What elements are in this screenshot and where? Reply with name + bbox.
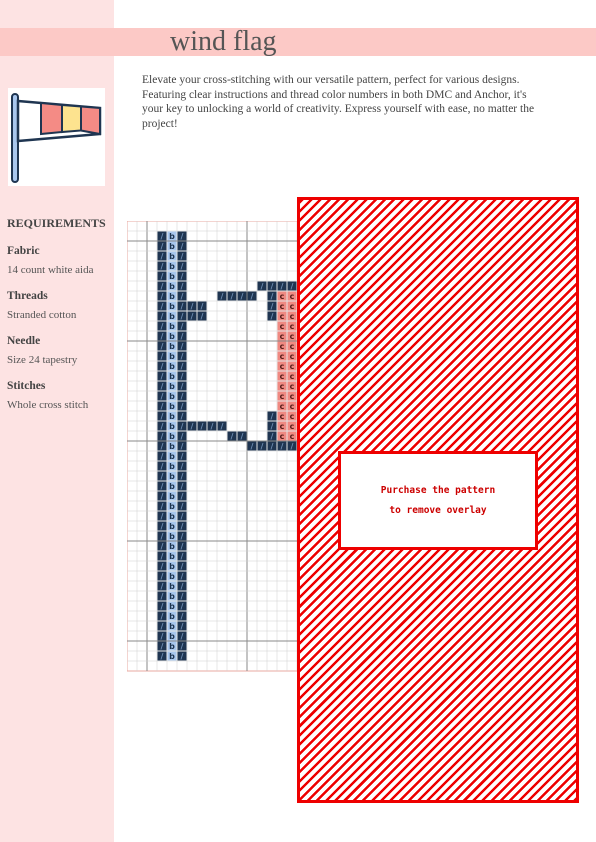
svg-text:/: /	[180, 612, 184, 621]
svg-text:/: /	[160, 262, 164, 271]
svg-text:/: /	[160, 312, 164, 321]
svg-text:/: /	[160, 582, 164, 591]
fabric-label: Fabric	[7, 245, 40, 257]
svg-text:/: /	[180, 262, 184, 271]
svg-text:/: /	[160, 502, 164, 511]
svg-text:/: /	[180, 592, 184, 601]
svg-text:b: b	[169, 302, 175, 311]
svg-text:/: /	[220, 422, 224, 431]
svg-text:/: /	[180, 522, 184, 531]
svg-text:/: /	[270, 282, 274, 291]
svg-text:c: c	[279, 422, 285, 431]
svg-text:/: /	[270, 412, 274, 421]
svg-text:/: /	[180, 502, 184, 511]
purchase-notice	[338, 451, 538, 550]
svg-text:/: /	[160, 592, 164, 601]
svg-text:/: /	[180, 402, 184, 411]
svg-text:/: /	[180, 282, 184, 291]
svg-text:c: c	[279, 392, 285, 401]
svg-text:c: c	[279, 342, 285, 351]
svg-text:b: b	[169, 472, 175, 481]
svg-text:/: /	[180, 372, 184, 381]
svg-text:/: /	[160, 232, 164, 241]
svg-text:b: b	[169, 452, 175, 461]
svg-text:/: /	[190, 302, 194, 311]
svg-text:/: /	[240, 432, 244, 441]
svg-text:b: b	[169, 392, 175, 401]
svg-text:c: c	[289, 302, 295, 311]
svg-text:/: /	[160, 382, 164, 391]
svg-text:/: /	[230, 292, 234, 301]
windsock-icon	[8, 88, 105, 186]
svg-text:/: /	[180, 302, 184, 311]
svg-text:/: /	[160, 302, 164, 311]
svg-text:/: /	[220, 292, 224, 301]
svg-text:b: b	[169, 602, 175, 611]
svg-text:/: /	[250, 292, 254, 301]
svg-text:/: /	[180, 462, 184, 471]
svg-text:/: /	[180, 352, 184, 361]
svg-text:/: /	[280, 282, 284, 291]
svg-text:c: c	[279, 312, 285, 321]
svg-text:/: /	[180, 412, 184, 421]
svg-text:/: /	[160, 322, 164, 331]
svg-text:/: /	[180, 392, 184, 401]
svg-text:c: c	[289, 392, 295, 401]
svg-text:/: /	[270, 422, 274, 431]
svg-text:c: c	[289, 432, 295, 441]
svg-text:c: c	[279, 412, 285, 421]
svg-text:b: b	[169, 332, 175, 341]
svg-text:c: c	[279, 362, 285, 371]
needle-value: Size 24 tapestry	[7, 354, 78, 366]
svg-text:b: b	[169, 312, 175, 321]
svg-text:b: b	[169, 482, 175, 491]
svg-text:c: c	[279, 402, 285, 411]
page-title: wind flag	[170, 26, 277, 57]
svg-text:/: /	[160, 492, 164, 501]
svg-text:b: b	[169, 592, 175, 601]
svg-text:/: /	[180, 602, 184, 611]
svg-text:/: /	[190, 312, 194, 321]
svg-text:c: c	[289, 362, 295, 371]
svg-text:b: b	[169, 622, 175, 631]
svg-text:/: /	[160, 362, 164, 371]
svg-text:/: /	[160, 602, 164, 611]
description: Elevate your cross-stitching with our versatile pattern, perfect for various designs. Featuring clear instructions and thread color numbers in both DMC and Anchor, it's your key to unlocking a world of creativity. Express yourself with ease, no matter the project!	[142, 74, 535, 130]
svg-text:c: c	[289, 322, 295, 331]
svg-text:b: b	[169, 542, 175, 551]
svg-text:b: b	[169, 412, 175, 421]
svg-text:b: b	[169, 442, 175, 451]
svg-text:/: /	[180, 572, 184, 581]
svg-text:/: /	[180, 532, 184, 541]
svg-text:b: b	[169, 632, 175, 641]
svg-text:c: c	[279, 352, 285, 361]
svg-text:/: /	[160, 422, 164, 431]
svg-text:b: b	[169, 252, 175, 261]
svg-text:/: /	[180, 582, 184, 591]
svg-text:/: /	[290, 282, 294, 291]
needle-label: Needle	[7, 335, 41, 347]
svg-text:/: /	[240, 292, 244, 301]
svg-text:c: c	[279, 322, 285, 331]
svg-text:/: /	[180, 272, 184, 281]
svg-text:c: c	[289, 402, 295, 411]
svg-text:b: b	[169, 282, 175, 291]
svg-text:/: /	[180, 312, 184, 321]
svg-text:/: /	[160, 562, 164, 571]
svg-text:/: /	[160, 652, 164, 661]
svg-text:c: c	[279, 432, 285, 441]
svg-text:b: b	[169, 582, 175, 591]
svg-text:c: c	[289, 292, 295, 301]
svg-text:/: /	[160, 542, 164, 551]
svg-text:/: /	[180, 232, 184, 241]
svg-text:/: /	[180, 342, 184, 351]
svg-text:/: /	[160, 452, 164, 461]
svg-text:/: /	[200, 302, 204, 311]
svg-text:/: /	[180, 542, 184, 551]
svg-text:/: /	[160, 512, 164, 521]
svg-text:/: /	[180, 452, 184, 461]
svg-text:/: /	[250, 442, 254, 451]
svg-text:/: /	[160, 642, 164, 651]
svg-text:c: c	[279, 332, 285, 341]
svg-text:b: b	[169, 462, 175, 471]
svg-text:/: /	[180, 422, 184, 431]
svg-text:b: b	[169, 532, 175, 541]
svg-text:b: b	[169, 572, 175, 581]
svg-text:c: c	[279, 382, 285, 391]
svg-text:c: c	[279, 302, 285, 311]
svg-text:c: c	[289, 312, 295, 321]
svg-text:/: /	[160, 432, 164, 441]
purchase-notice-line2: to remove overlay	[389, 505, 487, 516]
svg-text:c: c	[289, 372, 295, 381]
svg-text:b: b	[169, 262, 175, 271]
svg-text:/: /	[260, 282, 264, 291]
svg-text:b: b	[169, 342, 175, 351]
svg-text:/: /	[160, 522, 164, 531]
svg-text:/: /	[160, 292, 164, 301]
svg-text:/: /	[190, 422, 194, 431]
svg-text:b: b	[169, 362, 175, 371]
svg-text:/: /	[180, 432, 184, 441]
svg-text:c: c	[289, 422, 295, 431]
stitches-label: Stitches	[7, 380, 46, 392]
threads-value: Stranded cotton	[7, 309, 77, 321]
svg-text:/: /	[180, 562, 184, 571]
svg-text:/: /	[160, 342, 164, 351]
svg-text:/: /	[180, 332, 184, 341]
svg-text:/: /	[270, 302, 274, 311]
svg-text:c: c	[289, 332, 295, 341]
svg-text:b: b	[169, 352, 175, 361]
svg-text:/: /	[160, 372, 164, 381]
svg-text:b: b	[169, 562, 175, 571]
svg-text:/: /	[160, 612, 164, 621]
svg-text:/: /	[180, 252, 184, 261]
svg-text:/: /	[180, 482, 184, 491]
svg-text:b: b	[169, 612, 175, 621]
requirements	[7, 216, 117, 411]
svg-text:c: c	[279, 292, 285, 301]
svg-text:b: b	[169, 242, 175, 251]
svg-text:/: /	[270, 442, 274, 451]
svg-text:b: b	[169, 422, 175, 431]
svg-text:b: b	[169, 522, 175, 531]
svg-text:/: /	[200, 422, 204, 431]
svg-text:c: c	[289, 352, 295, 361]
svg-text:b: b	[169, 372, 175, 381]
svg-text:/: /	[160, 462, 164, 471]
svg-text:/: /	[160, 532, 164, 541]
svg-text:b: b	[169, 322, 175, 331]
svg-text:/: /	[160, 482, 164, 491]
svg-text:/: /	[180, 632, 184, 641]
svg-text:b: b	[169, 502, 175, 511]
svg-text:b: b	[169, 512, 175, 521]
svg-text:/: /	[260, 442, 264, 451]
svg-text:/: /	[160, 632, 164, 641]
svg-text:/: /	[180, 322, 184, 331]
svg-text:/: /	[230, 432, 234, 441]
title-bar	[0, 28, 596, 56]
svg-text:/: /	[160, 472, 164, 481]
svg-text:b: b	[169, 292, 175, 301]
svg-text:b: b	[169, 552, 175, 561]
purchase-notice-line1: Purchase the pattern	[380, 485, 496, 496]
svg-text:/: /	[180, 382, 184, 391]
svg-text:/: /	[270, 432, 274, 441]
svg-text:b: b	[169, 432, 175, 441]
svg-text:/: /	[180, 472, 184, 481]
svg-text:/: /	[270, 312, 274, 321]
svg-text:/: /	[180, 652, 184, 661]
svg-text:c: c	[289, 342, 295, 351]
svg-text:c: c	[289, 412, 295, 421]
svg-text:/: /	[160, 412, 164, 421]
svg-text:/: /	[160, 402, 164, 411]
svg-text:/: /	[200, 312, 204, 321]
requirements-heading: REQUIREMENTS	[7, 216, 106, 230]
svg-text:c: c	[279, 372, 285, 381]
svg-text:/: /	[160, 622, 164, 631]
svg-text:/: /	[180, 292, 184, 301]
threads-label: Threads	[7, 290, 48, 302]
svg-text:/: /	[180, 622, 184, 631]
svg-text:/: /	[160, 552, 164, 561]
svg-text:/: /	[160, 272, 164, 281]
stitches-value: Whole cross stitch	[7, 399, 89, 411]
svg-text:/: /	[160, 282, 164, 291]
svg-text:/: /	[160, 442, 164, 451]
svg-text:/: /	[180, 492, 184, 501]
svg-text:/: /	[180, 242, 184, 251]
svg-text:/: /	[160, 252, 164, 261]
svg-text:/: /	[180, 512, 184, 521]
svg-text:/: /	[180, 442, 184, 451]
svg-text:/: /	[160, 392, 164, 401]
svg-text:b: b	[169, 232, 175, 241]
svg-text:b: b	[169, 642, 175, 651]
svg-text:/: /	[180, 642, 184, 651]
fabric-value: 14 count white aida	[7, 264, 94, 276]
svg-text:b: b	[169, 382, 175, 391]
svg-text:/: /	[280, 442, 284, 451]
svg-text:/: /	[160, 352, 164, 361]
svg-text:b: b	[169, 492, 175, 501]
svg-text:/: /	[210, 422, 214, 431]
svg-text:/: /	[160, 332, 164, 341]
svg-text:b: b	[169, 652, 175, 661]
svg-text:/: /	[270, 292, 274, 301]
svg-text:/: /	[160, 242, 164, 251]
svg-text:/: /	[290, 442, 294, 451]
svg-text:b: b	[169, 402, 175, 411]
svg-text:/: /	[160, 572, 164, 581]
svg-text:b: b	[169, 272, 175, 281]
svg-text:/: /	[180, 362, 184, 371]
svg-text:c: c	[289, 382, 295, 391]
svg-text:/: /	[180, 552, 184, 561]
